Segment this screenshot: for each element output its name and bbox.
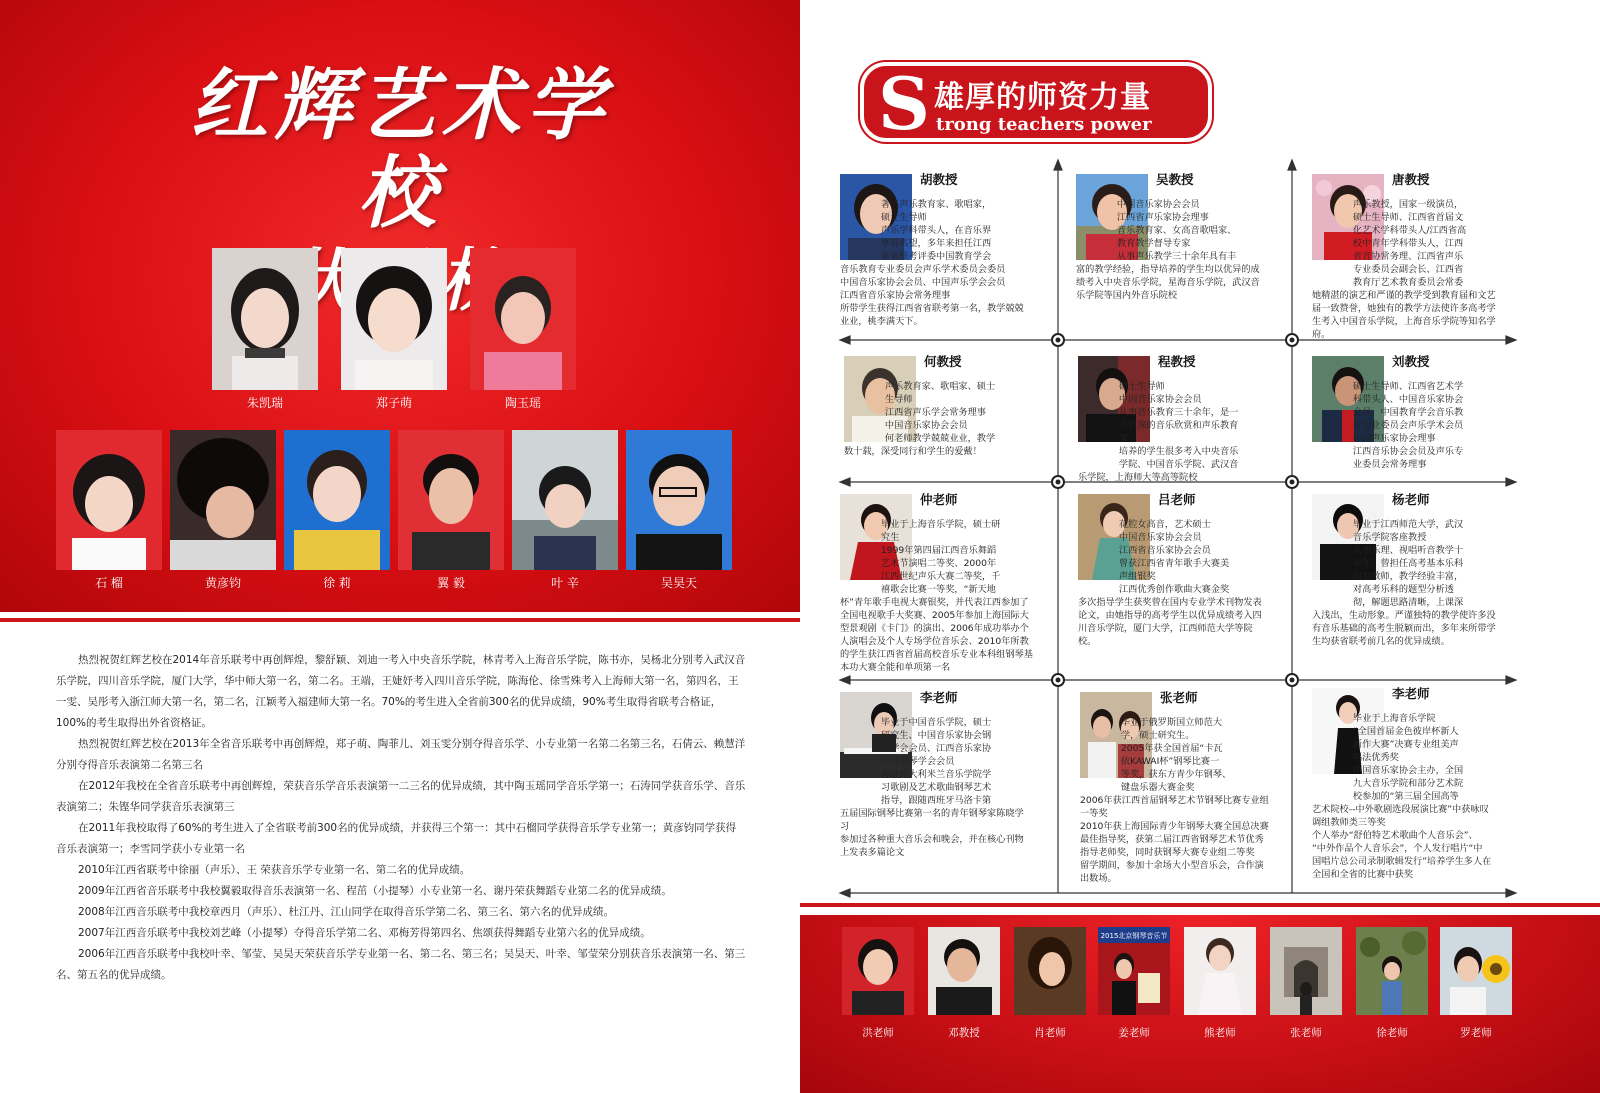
teacher-bio: 声乐教授，国家一级演员， 硕士生导师、江西省首届文 化艺术学科带头人/江西省高 校中青年学科带头人，江西 省音协常务理、江西省声乐 专业委员会副会长、江西省 教育厅艺术教育委员会常委 她精湛的演艺和严谨的教学受到教育届和文艺 届一致赞誉，她独有的教学方法使许多高考学 生考入中国音乐学院，上海音乐学院等知名学 府。 <box>1312 199 1496 340</box>
bottom-teacher-name-5: 熊老师 <box>1204 1027 1236 1039</box>
bottom-teacher-name-8: 罗老师 <box>1460 1027 1492 1039</box>
student-photo-9 <box>626 430 732 570</box>
paragraph: 在2011年我校取得了60%的考生进入了全省联考前300名的优异成绩，并获得三个第一：其中石榴同学获得音乐学专业第一；黄彦钧同学获得音乐表演第一；李雪同学获小专业第一名 <box>56 822 737 855</box>
teacher-bio: 毕业于上海音乐学院，硕士研 究生 1999年第四届江西音乐舞蹈 艺术节演唱二等奖、2000年 江西世纪声乐大赛二等奖，千 禧歌会比赛一等奖，“新天地 杯”青年歌手电视大赛银奖，并代表江西参加了 全国电视歌手大奖赛、2005年参加上海国际大 型景观剧《卡门》的演出、2006年成功举办个 人演唱会及个人专场学位音乐会、2010年所教 的学生获江西省首届高校音乐专业本科组钢琴基 本功大赛全能和单项第一名 <box>840 519 1033 673</box>
teacher-bio: 硕士生导师 中国音乐家协会会员 从事音乐教育三十余年，是一 名资深的音乐欣赏和声乐教育 家 培养的学生很多考入中央音乐 学院、中国音乐学院、武汉音 乐学院，上海师大等高等院校 <box>1078 381 1239 483</box>
teacher-bio: 著名声乐教育家、歌唱家， 硕士生导师 声乐学科带头人，在音乐界 享有名望，多年来担任江西 省省联考评委中国教育学会 音乐教育专业委员会声乐学术委员会委员 中国音乐家协会会员、中国声乐学会会员 江西省音乐家协会常务理事 所带学生获得江西省省联考第一名，教学兢兢 业业，桃李满天下。 <box>840 199 1024 327</box>
bottom-teacher-photo-8 <box>1440 927 1512 1015</box>
teacher-card-zhong <box>840 490 1082 680</box>
student-name-1: 朱凯瑞 <box>246 396 283 410</box>
student-name-7: 翼 毅 <box>437 576 465 590</box>
teacher-card-yang <box>1312 490 1554 680</box>
bottom-teacher-band <box>800 915 1600 1093</box>
teacher-bio: 毕业于俄罗斯国立师范大 学，硕士研究生。 2005年获全国首届“卡瓦 依KAWAI杯”钢琴比赛一 等奖，获东方青少年钢琴、 键盘乐器大赛金奖 2006年获江西首届钢琴艺术节钢琴比赛专业组 一等奖 2010年获上海国际青少年钢琴大赛全国总决赛 最佳指导奖，获第二届江西省钢琴艺术节优秀 指导老师奖，同时获钢琴大赛专业组二等奖 留学期间，参加十余场大小型音乐会，合作演 出数场。 <box>1080 717 1269 884</box>
bottom-teacher-name-3: 肖老师 <box>1034 1027 1066 1039</box>
teacher-name: 何教授 <box>924 354 962 369</box>
bottom-teacher-photo-1 <box>842 927 914 1015</box>
student-name-3: 陶玉瑶 <box>504 396 541 410</box>
paragraph: 2009年江西省音乐联考中我校翼毅取得音乐表演第一名、程茁（小提琴）小专业第一名、谢丹荣获舞蹈专业第二名的优异成绩。 <box>78 885 672 897</box>
teacher-name: 李老师 <box>1392 686 1430 701</box>
teacher-name: 吕老师 <box>1158 492 1196 507</box>
right-page <box>800 0 1600 1093</box>
banner-title-en: trong teachers power <box>936 114 1152 135</box>
teacher-name: 仲老师 <box>920 492 958 507</box>
bottom-teacher-name-1: 洪老师 <box>862 1027 894 1039</box>
student-name-8: 叶 辛 <box>551 576 579 590</box>
student-name-5: 黄彦钧 <box>204 576 241 590</box>
bottom-teacher-photo-2 <box>928 927 1000 1015</box>
teacher-name: 李老师 <box>920 690 958 705</box>
faculty-banner <box>860 61 1212 146</box>
paragraph: 2006年江西音乐联考中我校叶幸、邹莹、吴昊天荣获音乐学专业第一名、第二名、第三名；吴昊天、叶幸、邹莹荣分别获音乐表演第一名、第三名、第五名的优异成绩。 <box>56 948 746 981</box>
student-name-4: 石 榴 <box>95 576 123 590</box>
student-name-6: 徐 莉 <box>323 576 351 590</box>
student-photo-4 <box>56 430 162 570</box>
achievement-text <box>56 650 746 986</box>
student-photo-5 <box>170 430 276 570</box>
banner-initial: S <box>878 61 930 146</box>
left-divider-stripe <box>0 612 800 622</box>
teacher-bio: 硕士生导师、江西省艺术学 科带头人、中国音乐家协会 会员、中国教育学会音乐教 育专业委员会声乐学术会员 中国声乐家协会理事 江西音乐协会会员及声乐专 业委员会常务理事 <box>1352 381 1464 470</box>
teacher-card-lv <box>1078 490 1320 680</box>
bottom-teacher-photo-3 <box>1014 927 1086 1015</box>
teacher-name: 唐教授 <box>1392 172 1430 187</box>
band-top-line <box>800 903 1600 907</box>
bottom-teacher-name-6: 张老师 <box>1290 1027 1322 1039</box>
bottom-teacher-photo-6 <box>1270 927 1342 1015</box>
student-name-2: 郑子萌 <box>375 396 412 410</box>
bottom-teacher-name-4: 姜老师 <box>1118 1027 1150 1039</box>
teacher-name: 胡教授 <box>920 172 958 187</box>
paragraph: 在2012年我校在全省音乐联考中再创辉煌，荣获音乐学音乐表演第一二三名的优异成绩，其中陶玉瑶同学音乐学第一；石涛同学获音乐学、音乐表演第二；朱铿华同学获音乐表演第三 <box>56 780 746 813</box>
student-photo-6 <box>284 430 390 570</box>
poster-text: 2015北京钢琴音乐节 <box>1100 932 1168 940</box>
teacher-card-tang <box>1312 170 1554 340</box>
teacher-name: 刘教授 <box>1392 354 1430 369</box>
teacher-bio: 毕业于江西师范大学，武汉 音乐学院客座教授 从事乐理、视唱听音教学十 余年，曾担任高考基本乐科 阅卷教师，教学经验丰富， 对高考乐科的题型分析透 彻，解题思路清晰，上课深 入浅出，生动形象。严谨独特的教学使许多没 有音乐基础的高考生脱颖而出，多年来所带学 生均获省联考前几名的优异成绩。 <box>1312 519 1496 647</box>
student-photo-2 <box>341 248 447 390</box>
teacher-bio: 毕业于中国音乐学院，硕士 研究生、中国音乐家协会钢 琴学会会员、江西音乐家协 会及钢琴学会会员 曾赴意大利米兰音乐学院学 习歌剧及艺术歌曲钢琴艺术 指导，跟随西班牙马洛卡第 五届国际钢琴比赛第一名的青年钢琴家陈晓学 习 参加过各种重大音乐会和晚会，并在核心刊物 上发表多篇论文 <box>840 717 1024 858</box>
paragraph: 2010年江西省联考中徐丽（声乐）、王 荣获音乐学专业第一名、第二名的优异成绩。 <box>78 864 471 876</box>
bottom-teacher-photo-7 <box>1356 927 1428 1015</box>
bottom-teacher-photo-4 <box>1098 927 1170 1015</box>
student-photo-3 <box>470 248 576 390</box>
paragraph: 2008年江西音乐联考中我校章西月（声乐）、杜江丹、江山同学在取得音乐学第二名、第三名、第六名的优异成绩。 <box>78 906 614 918</box>
teacher-bio: 毕业于上海音乐学院 “全国首届金色彼岸杯新人 新作大赛”决赛专业组美声 唱法优秀奖 中国音乐家协会主办，全国 九大音乐学院和部分艺术院 校参加的“第三届全国高等 艺术院校--中外歌剧选段展演比赛”中获咏叹 调组教师类三等奖 个人举办“舒伯特艺术歌曲个人音乐会”、 “中外作品个人音乐会”，个人发行唱片“中 国唱片总公司录制歌辑发行”培养学生多人在 全国和全省的比赛中获奖 <box>1312 713 1492 880</box>
student-name-9: 吴昊天 <box>660 576 697 590</box>
student-photo-7 <box>398 430 504 570</box>
student-photo-1 <box>212 248 318 390</box>
banner-title-cn: 雄厚的师资力量 <box>934 80 1151 115</box>
bottom-teacher-name-2: 邓教授 <box>948 1027 980 1039</box>
student-photo-8 <box>512 430 618 570</box>
teacher-card-wu <box>1076 170 1318 340</box>
teacher-name: 张老师 <box>1160 690 1198 705</box>
title-line-1: 红辉艺术学校 <box>189 60 610 239</box>
teacher-card-hu <box>840 170 1082 340</box>
bottom-teacher-photo-5 <box>1184 927 1256 1015</box>
teacher-bio: 中国音乐家协会会员 江西省声乐家协会理事 音乐教育家、女高音歌唱家、 教育教学督导专家 从事声乐教学三十余年具有丰 富的教学经验，指导培养的学生均以优异的成 绩考入中央音乐学院，星海音乐学院，武汉音 乐学院等国内外音乐院校 <box>1076 199 1260 301</box>
teacher-name: 程教授 <box>1158 354 1196 369</box>
paragraph: 热烈祝贺红辉艺校在2013年全省音乐联考中再创辉煌，郑子萌、陶菲儿、刘玉雯分别夺得音乐学、小专业第一名第二名第三名，石倩云、赖慧洋分别夺得音乐表演第二名第三名 <box>56 738 746 771</box>
teacher-bio: 声乐教育家、歌唱家、硕士 生导师 江西省声乐学会常务理事 中国音乐家协会会员 何老师教学兢兢业业，教学 数十载，深受同行和学生的爱戴！ <box>844 381 996 457</box>
teacher-card-zhang <box>1080 688 1322 888</box>
paragraph: 2007年江西音乐联考中我校刘艺峰（小提琴）夺得音乐学第二名、邓梅芳得第四名、焦颂获得舞蹈专业第六名的优异成绩。 <box>78 927 651 939</box>
teacher-name: 杨老师 <box>1392 492 1430 507</box>
teacher-name: 吴教授 <box>1156 172 1194 187</box>
teacher-card-li-1 <box>840 688 1082 888</box>
teacher-card-li-2 <box>1312 684 1554 884</box>
paragraph: 热烈祝贺红辉艺校在2014年音乐联考中再创辉煌，黎舒颖、刘迪一考入中央音乐学院，林青考入上海音乐学院，陈书亦，吴杨北分别考入武汉音乐学院，四川音乐学院，厦门大学，华中师大第一名，第二名。王端，王婕妤考入四川音乐学院，陈海伦、徐雪殊考入上海师大第一名，第四名，王一雯、吴彤考入浙江师大第一名，第二名，江颖考入福建师大第一名。70%的考生进入全省前300名的优异成绩，90%考生取得省联考合格证，100%的考生取得出外省资格证。 <box>56 654 746 729</box>
teacher-bio: 花腔女高音，艺术硕士 中国音乐家协会会员 江西省音乐家协会会员 曾获江西省青年歌手大赛美 声组银奖 江西优秀创作歌曲大赛金奖 多次指导学生获奖曾在国内专业学术刊物发表 论文，由她指导的高考学生以优异成绩考入四 川音乐学院，厦门大学，江西师范大学等院 校。 <box>1078 519 1262 647</box>
bottom-teacher-name-7: 徐老师 <box>1376 1027 1408 1039</box>
